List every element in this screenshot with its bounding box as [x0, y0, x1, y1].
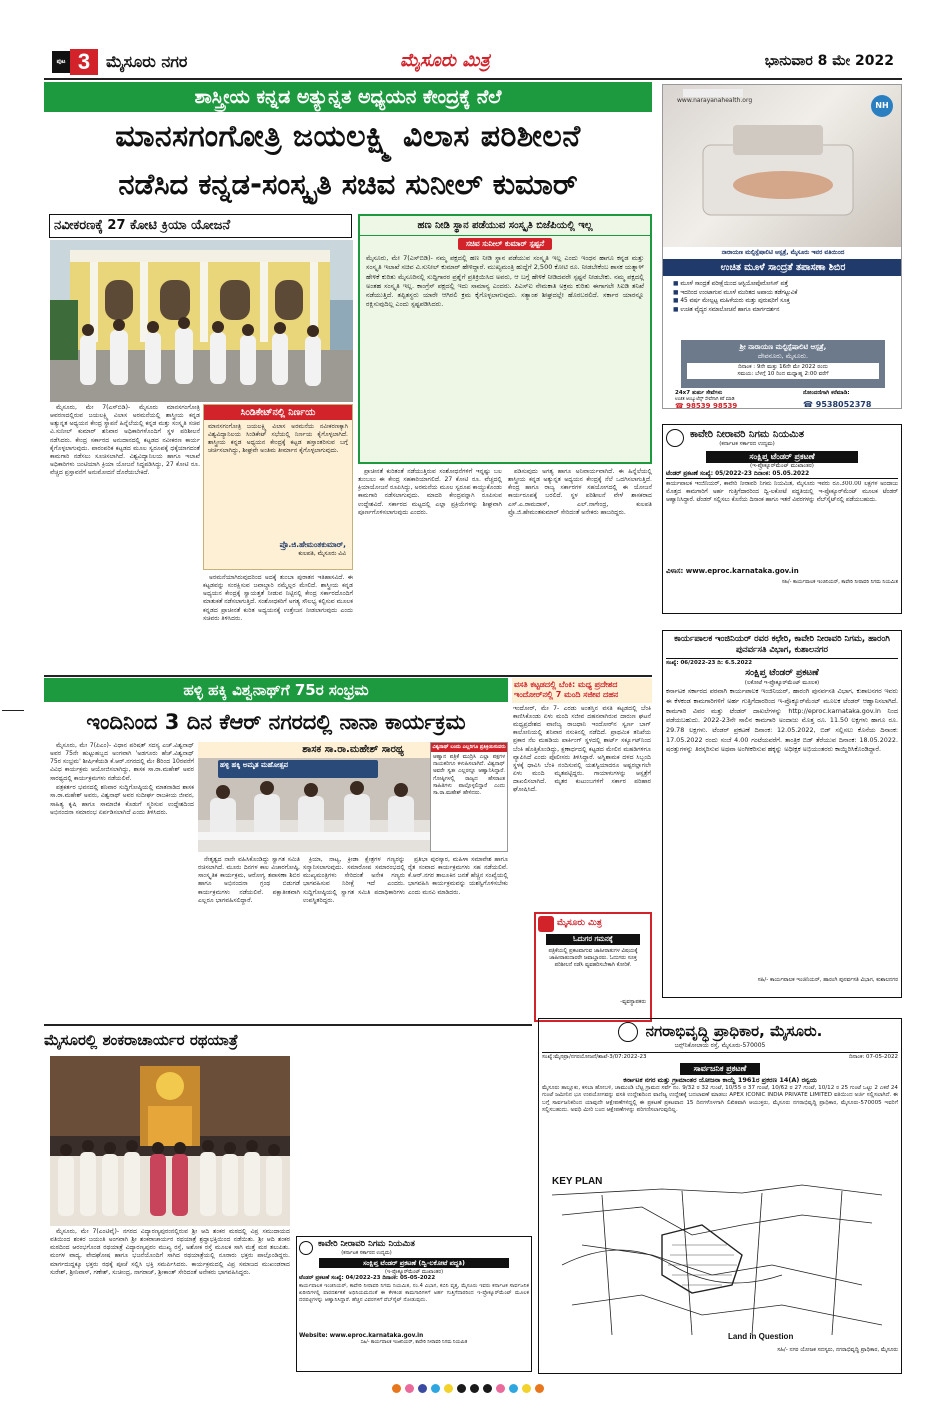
hallihakki-col4: ಪ್ರತಿಭಾ ಪುರಸ್ಕಾರ, ಮಹಿಳಾ ಸಮಾವೇಶ ಹಾಗೂ ರೈತ ಸಂವಾದ ಕಾರ್ಯಕ್ರಮಗಳು ಸಹ ನಡೆಯಲಿವೆ. ಕೆ.ಆರ್.ನಗರ ತಾಲೂಕಿನ ಜನತೆ ಹೆಚ್ಚಿನ ಸಂಖ್ಯೆಯಲ್ಲಿ ಭಾಗವಹಿಸಿ ಕಾರ್ಯಕ್ರಮವನ್ನು ಯಶಸ್ವಿಗೊಳಿಸಬೇಕು ಎಂದು ಮನವಿ ಮಾಡಿದರು. [408, 856, 508, 896]
section-divider [44, 675, 652, 677]
masthead-logo: ಮೈಸೂರು ಮಿತ್ರ [400, 50, 490, 71]
muda-key-plan: KEY PLAN Land in Question [542, 1175, 898, 1347]
bjp-box-byline: ಸಚಿವ ಸುನೀಲ್ ಕುಮಾರ್ ಸ್ಪಷ್ಟನೆ [458, 238, 552, 250]
lead-body-col4: ಪಡಿಸುವುದು ಅಗತ್ಯ ಹಾಗೂ ಅನಿವಾರ್ಯವಾಗಿದೆ. ಈ ಹಿನ್ನೆಲೆಯಲ್ಲಿ ಶಾಸ್ತ್ರೀಯ ಕನ್ನಡ ಅತ್ಯುನ್ನತ ಅಧ್ಯಯನ ಕೇಂದ್ರಕ್ಕೆ ನೆಲೆ ಒದಗಿಸಲಾಗುತ್ತಿದೆ. ಕೇಂದ್ರ ಹಾಗೂ ರಾಜ್ಯ ಸರ್ಕಾರಗಳ ಸಹಯೋಗದಲ್ಲಿ ಈ ಯೋಜನೆ ಕಾರ್ಯರೂಪಕ್ಕೆ ಬರಲಿದೆ. ಸ್ಥಳ ಪರಿಶೀಲನೆ ವೇಳೆ ಶಾಸಕರಾದ ಎಸ್.ಎ.ರಾಮದಾಸ್, ಎಲ್.ನಾಗೇಂದ್ರ, ಕುಲಪತಿ ಪ್ರೊ.ಜಿ.ಹೇಮಂತಕುಮಾರ್ ಸೇರಿದಂತೆ ಅನೇಕರು ಹಾಜರಿದ್ದರು. [508, 468, 652, 516]
issue-date: ಭಾನುವಾರ 8 ಮೇ 2022 [764, 53, 894, 69]
registration-dot [496, 1384, 505, 1393]
lead-body-col3: ಪ್ರಾಚೀನತೆ ಕುರಿತಂತೆ ನಡೆಯುತ್ತಿರುವ ಸಂಶೋಧನೆಗಳಿಗೆ ಇನ್ನಷ್ಟು ಬಲ ತುಂಬಲು ಈ ಕೇಂದ್ರ ಸಹಕಾರಿಯಾಗಲಿದೆ. 27 ಕೋಟಿ ರೂ. ವೆಚ್ಚದಲ್ಲಿ ಕ್ರಿಯಾಯೋಜನೆ ರೂಪಿಸಿದ್ದು, ಅರಮನೆಯ ಮೂಲ ಸ್ವರೂಪ ಕಾಯ್ದುಕೊಂಡು ಕಾಮಗಾರಿ ನಡೆಸಲಾಗುವುದು. ಮಾದರಿ ಕೇಂದ್ರವನ್ನಾಗಿ ರೂಪಿಸುವ ಉದ್ದೇಶವಿದೆ. ಸರ್ಕಾರದ ಮಟ್ಟದಲ್ಲಿ ಎಲ್ಲಾ ಪ್ರಕ್ರಿಯೆಗಳನ್ನು ಶೀಘ್ರವಾಗಿ ಪೂರ್ಣಗೊಳಿಸಲಾಗುವುದು ಎಂದರು. [358, 468, 502, 516]
indore-fire-box: ವಸತಿ ಕಟ್ಟಡದಲ್ಲಿ ಬೆಂಕಿ: ಮಧ್ಯ ಪ್ರದೇಶದ ಇಂದೋರ್‌ನಲ್ಲಿ 7 ಮಂದಿ ಸಜೀವ ದಹನ ಇಂದೋರ್, ಮೇ 7- ಎರಡು ಅಂತಸ್ತಿನ ವಸತಿ ಕಟ್ಟಡದಲ್ಲಿ ಬೆಂಕಿ ಕಾಣಿಸಿಕೊಂಡು ಏಳು ಮಂದಿ ಸಜೀವ ದಹನವಾಗಿರುವ ದಾರುಣ ಘಟನೆ ಮಧ್ಯಪ್ರದೇಶದ ವಾಣಿಜ್ಯ ರಾಜಧಾನಿ ಇಂದೋರ್‌ನ ಸ್ವರ್ಣ ಬಾಗ್ ಕಾಲೋನಿಯಲ್ಲಿ ಶನಿವಾರ ನಸುಕಿನಲ್ಲಿ ನಡೆದಿದೆ. ಪ್ರಾಥಮಿಕ ತನಿಖೆಯ ಪ್ರಕಾರ ನೆಲ ಮಹಡಿಯ ಪಾರ್ಕಿಂಗ್ ಸ್ಥಳದಲ್ಲಿ ಶಾರ್ಟ್ ಸರ್ಕ್ಯೂಟ್‌ನಿಂದ ಬೆಂಕಿ ಹೊತ್ತಿಕೊಂಡಿದ್ದು, ಕ್ಷಣಾರ್ಧದಲ್ಲಿ ಕಟ್ಟಡದ ಮೇಲಿನ ಮಹಡಿಗಳಿಗೂ ವ್ಯಾಪಿಸಿದೆ ಎಂದು ಪೊಲೀಸರು ತಿಳಿಸಿದ್ದಾರೆ. ಅಗ್ನಿಶಾಮಕ ದಳದ ಸಿಬ್ಬಂದಿ ಸ್ಥಳಕ್ಕೆ ಧಾವಿಸಿ ಬೆಂಕಿ ನಂದಿಸುವಲ್ಲಿ ಯಶಸ್ವಿಯಾದರೂ ಅಷ್ಟರಲ್ಲಾಗಲೇ ಏಳು ಮಂದಿ ಮೃತಪಟ್ಟಿದ್ದರು. ಗಾಯಾಳುಗಳನ್ನು ಆಸ್ಪತ್ರೆಗೆ ದಾಖಲಿಸಲಾಗಿದೆ. ಮೃತರ ಕುಟುಂಬಗಳಿಗೆ ಸರ್ಕಾರ ಪರಿಹಾರ ಘೋಷಿಸಿದೆ. [513, 680, 651, 794]
readers-notice-ad: ಮೈಸೂರು ಮಿತ್ರ ಓದುಗರ ಗಮನಕ್ಕೆ ಪತ್ರಿಕೆಯಲ್ಲಿ ಪ್ರಕಟವಾಗುವ ಜಾಹೀರಾತುಗಳ ವಿಷಯಕ್ಕೆ ಜಾಹೀರಾತುದಾರರೇ ಜವಾಬ್ದಾರರು. ಓದುಗರು ಸೂಕ್ತ ಪರಿಶೀಲನೆ ನಡೆಸಿ ವ್ಯವಹರಿಸಬೇಕಾಗಿ ಕೋರಿಕೆ. -ವ್ಯವಸ್ಥಾಪಕರು [534, 912, 652, 1022]
registration-dot [457, 1384, 466, 1393]
registration-dot [509, 1384, 518, 1393]
hallihakki-kicker-band: ಹಳ್ಳಿ ಹಕ್ಕಿ ವಿಶ್ವನಾಥ್‌ಗೆ 75ರ ಸಂಭ್ರಮ [44, 678, 508, 702]
hallihakki-photo-caption: ಶಾಸಕ ಸಾ.ರಾ.ಮಹೇಶ್ ಸಾರಥ್ಯ [198, 742, 508, 758]
shankara-headline: ಮೈಸೂರಲ್ಲಿ ಶಂಕರಾಚಾರ್ಯರ ರಥಯಾತ್ರೆ [44, 1031, 239, 1049]
registration-dot [522, 1384, 531, 1393]
registration-marks [270, 1384, 670, 1400]
hospital-bullets: ■ ಮೂಳೆ ಸಾಂದ್ರತೆ ಪರೀಕ್ಷೆಯಿಂದ ಆಸ್ಟಿಯೋಪೊರೋಸಿಸ್ ಪತ್ತೆ ■ ಇದರಿಂದ ಉಂಟಾಗುವ ಮೂಳೆ ಮುರಿತದ ಅಪಾಯ ತಡೆಗಟ್ಟುವಿಕೆ ■ 45 ವರ್ಷ ಮೇಲ್ಪಟ್ಟ ಮಹಿಳೆಯರು ಮತ್ತು ಪುರುಷರಿಗೆ ಸೂಕ್ತ ■ ಉಚಿತ ವೈದ್ಯರ ಸಮಾಲೋಚನೆ ಹಾಗೂ ಮಾರ್ಗದರ್ಶನ [673, 281, 798, 314]
lead-kicker-band [44, 82, 652, 112]
registration-dot [405, 1384, 414, 1393]
syndicate-sign: ಪ್ರೊ.ಜಿ.ಹೇಮಂತಕುಮಾರ್, [279, 540, 346, 549]
harangi-tender: ಕಾರ್ಯಪಾಲಕ ಇಂಜಿನಿಯರ್ ರವರ ಕಛೇರಿ, ಕಾವೇರಿ ನೀರಾವರಿ ನಿಗಮ, ಹಾರಂಗಿ ಪುನರ್ವಸತಿ ವಿಭಾಗ, ಕುಶಾಲನಗರ ಸಂಖ್ಯೆ: 06/2022-23 ದಿ: 6.5.2022 ಸಂಕ್ಷಿಪ್ತ ಟೆಂಡರ್ ಪ್ರಕಟಣೆ (ಲಕೋಟೆ ಇ-ಪ್ರೊಕ್ಯೂರ್‌ಮೆಂಟ್ ಮೂಲಕ) ಕರ್ನಾಟಕ ಸರ್ಕಾರದ ಪರವಾಗಿ ಕಾರ್ಯಪಾಲಕ ಇಂಜಿನಿಯರ್, ಹಾರಂಗಿ ಪುನರ್ವಸತಿ ವಿಭಾಗ, ಕುಶಾಲನಗರ ಇವರು ಈ ಕೆಳಕಂಡ ಕಾಮಗಾರಿಗಳಿಗೆ ಅರ್ಹ ಗುತ್ತಿಗೆದಾರರಿಂದ ಇ-ಪ್ರೊಕ್ಯೂರ್‌ಮೆಂಟ್ ಮೂಲಕ ಟೆಂಡರ್ ಆಹ್ವಾನಿಸಲಾಗಿದೆ. ಕಾಮಗಾರಿ ವಿವರ ಮತ್ತು ಟೆಂಡರ್ ದಾಖಲೆಗಳನ್ನು http://eproc.karnataka.gov.in ನಿಂದ ಪಡೆಯಬಹುದು. 2022-23ನೇ ಸಾಲಿನ ಕಾಮಗಾರಿ ಅಂದಾಜು ಮೊತ್ತ ರೂ. 11.50 ಲಕ್ಷಗಳು ಹಾಗೂ ರೂ. 29.78 ಲಕ್ಷಗಳು. ಟೆಂಡರ್ ಪ್ರಕಟಣೆ ದಿನಾಂಕ: 12.05.2022, ಬಿಡ್ ಸಲ್ಲಿಸಲು ಕೊನೆಯ ದಿನಾಂಕ: 17.05.2022 ರಂದು ಸಂಜೆ 4.00 ಗಂಟೆಯವರೆಗೆ. ತಾಂತ್ರಿಕ ಬಿಡ್ ತೆರೆಯುವ ದಿನಾಂಕ: 18.05.2022. ಷರತ್ತುಗಳನ್ನು ತಿರಸ್ಕರಿಸುವ ಅಥವಾ ಅಂಗೀಕರಿಸುವ ಹಕ್ಕನ್ನು ಅಧೀಕ್ಷಕ ಅಭಿಯಂತರರು ಕಾಯ್ದಿರಿಸಿಕೊಂಡಿದ್ದಾರೆ. ಸಹಿ/- ಕಾರ್ಯಪಾಲಕ ಇಂಜಿನಿಯರ್, ಹಾರಂಗಿ ಪುನರ್ವಸತಿ ವಿಭಾಗ, ಕುಶಾಲನಗರ [662, 630, 902, 998]
section-name: ಮೈಸೂರು ನಗರ [106, 52, 188, 71]
registration-dot [392, 1384, 401, 1393]
registration-dot [535, 1384, 544, 1393]
shankara-body: ಮೈಸೂರು, ಮೇ 7(ಎಂಟಿವೈ)- ನಗರದ ವಿದ್ಯಾರಣ್ಯಪುರಂನಲ್ಲಿರುವ ಶ್ರೀ ಆದಿ ಶಂಕರ ಮಠದಲ್ಲಿ ವಿಪ್ರ ಸಮುದಾಯದ ವತಿಯಿಂದ ಶಂಕರ ಜಯಂತಿ ಅಂಗವಾಗಿ ಶ್ರೀ ಶಂಕರಾಚಾರ್ಯರ ರಥಯಾತ್ರೆ ಶ್ರದ್ಧಾಭಕ್ತಿಯಿಂದ ನಡೆಯಿತು. ಶ್ರೀ ಆದಿ ಶಂಕರ ಮಠದಿಂದ ಆರಂಭಗೊಂಡ ರಥಯಾತ್ರೆ ವಿದ್ಯಾರಣ್ಯಪುರಂ ಮುಖ್ಯ ರಸ್ತೆ, ಅಶೋಕ ರಸ್ತೆ ಮೂಲಕ ಸಾಗಿ ಮತ್ತೆ ಮಠ ತಲುಪಿತು. ಮಂಗಳ ವಾದ್ಯ, ವೇದಘೋಷ ಹಾಗೂ ಭಜನೆಯೊಂದಿಗೆ ಸಾಗಿದ ರಥಯಾತ್ರೆಯಲ್ಲಿ ನೂರಾರು ಭಕ್ತರು ಪಾಲ್ಗೊಂಡಿದ್ದರು. ಮಾರ್ಗದುದ್ದಕ್ಕೂ ಭಕ್ತರು ರಥಕ್ಕೆ ಪೂಜೆ ಸಲ್ಲಿಸಿ ಭಕ್ತಿ ಸಮರ್ಪಿಸಿದರು. ಕಾರ್ಯಕ್ರಮದಲ್ಲಿ ವಿಪ್ರ ಸಮಾಜದ ಮುಖಂಡರಾದ ಸುರೇಶ್, ಶ್ರೀನಿವಾಸ್, ಗಣೇಶ್, ಸುಚೀಂದ್ರ, ನಾಗರಾಜ್, ಶ್ರೀಕಾಂತ್ ಸೇರಿದಂತೆ ಅನೇಕರು ಭಾಗವಹಿಸಿದ್ದರು. [50, 1228, 290, 1276]
lead-body-col1: ಮೈಸೂರು, ಮೇ 7(ಎಸ್‌ಬಿಡಿ)- ಮೈಸೂರು ಮಾನಸಗಂಗೋತ್ರಿ ಆವರಣದಲ್ಲಿರುವ ಜಯಲಕ್ಷ್ಮಿ ವಿಲಾಸ ಅರಮನೆಯಲ್ಲಿ ಶಾಸ್ತ್ರೀಯ ಕನ್ನಡ ಅತ್ಯುನ್ನತ ಅಧ್ಯಯನ ಕೇಂದ್ರ ಸ್ಥಾಪನೆ ಹಿನ್ನೆಲೆಯಲ್ಲಿ ಕನ್ನಡ ಮತ್ತು ಸಂಸ್ಕೃತಿ ಸಚಿವ ವಿ.ಸುನೀಲ್ ಕುಮಾರ್ ಶನಿವಾರ ಅಧಿಕಾರಿಗಳೊಂದಿಗೆ ಸ್ಥಳ ಪರಿಶೀಲನೆ ನಡೆಸಿದರು. ಕೇಂದ್ರ ಸರ್ಕಾರದ ಅನುದಾನದಲ್ಲಿ ಕಟ್ಟಡದ ನವೀಕರಣ ಕಾರ್ಯ ಕೈಗೊಳ್ಳಲಾಗುವುದು. ಪಾರಂಪರಿಕ ಕಟ್ಟಡದ ಮೂಲ ಸ್ವರೂಪಕ್ಕೆ ಧಕ್ಕೆಯಾಗದಂತೆ ಕಾಮಗಾರಿ ನಡೆಸಲು ಸೂಚಿಸಲಾಗಿದೆ. ವಿಶ್ವವಿದ್ಯಾನಿಲಯ ಹಾಗೂ ಇಲಾಖೆ ಅಧಿಕಾರಿಗಳು ಜಂಟಿಯಾಗಿ ಕ್ರಿಯಾ ಯೋಜನೆ ಸಿದ್ಧಪಡಿಸಿದ್ದು, 27 ಕೋಟಿ ರೂ. ವೆಚ್ಚದ ಪ್ರಸ್ತಾವನೆಗೆ ಅನುಮೋದನೆ ದೊರೆಯಬೇಕಿದೆ. [50, 404, 200, 477]
cauvery-small-website[interactable]: Website: www.eproc.karnataka.gov.in [299, 1332, 424, 1339]
bjp-box: ಹಣ ನೀಡಿ ಸ್ಥಾನ ಪಡೆಯುವ ಸಂಸ್ಕೃತಿ ಬಿಜೆಪಿಯಲ್ಲಿ ಇಲ್ಲ ಸಚಿವ ಸುನೀಲ್ ಕುಮಾರ್ ಸ್ಪಷ್ಟನೆ ಮೈಸೂರು, ಮೇ 7(ಎಸ್‌ಬಿಡಿ)- ನಮ್ಮ ಪಕ್ಷದಲ್ಲಿ ಹಣ ನೀಡಿ ಸ್ಥಾನ ಪಡೆಯುವ ಸಂಸ್ಕೃತಿ ಇಲ್ಲ ಎಂದು ಇಂಧನ ಹಾಗೂ ಕನ್ನಡ ಮತ್ತು ಸಂಸ್ಕೃತಿ ಇಲಾಖೆ ಸಚಿವ ವಿ.ಸುನೀಲ್ ಕುಮಾರ್ ಹೇಳಿದ್ದಾರೆ. ಮುಖ್ಯಮಂತ್ರಿ ಹುದ್ದೆಗೆ 2,500 ಕೋಟಿ ರೂ. ನೀಡಬೇಕೆಂಬ ಶಾಸಕ ಯತ್ನಾಳ್ ಹೇಳಿಕೆ ಕುರಿತು ಮೈಸೂರಿನಲ್ಲಿ ಸುದ್ದಿಗಾರರ ಪ್ರಶ್ನೆಗೆ ಪ್ರತಿಕ್ರಿಯಿಸಿದ ಅವರು, ಆ ಬಗ್ಗೆ ಹೇಳಿಕೆ ನೀಡಿದವರೇ ಸ್ಪಷ್ಟನೆ ನೀಡಬೇಕು. ನಮ್ಮ ಪಕ್ಷದಲ್ಲಿ ಅಂತಹ ಸಂಸ್ಕೃತಿ ಇಲ್ಲ. ಕಾಂಗ್ರೆಸ್ ಪಕ್ಷದಲ್ಲಿ ಇದು ಸಾಮಾನ್ಯ ಎಂದರು. ಪಿಎಸ್‌ಐ ನೇಮಕಾತಿ ಅಕ್ರಮ ಕುರಿತು ಈಗಾಗಲೇ ಸಿಐಡಿ ತನಿಖೆ ನಡೆಯುತ್ತಿದೆ. ತಪ್ಪಿತಸ್ಥರು ಯಾರೇ ಆಗಿರಲಿ ಕ್ರಮ ಕೈಗೊಳ್ಳಲಾಗುವುದು. ಸತ್ಯಾಂಶ ಶೀಘ್ರದಲ್ಲೇ ಹೊರಬರಲಿದೆ. ಸರ್ಕಾರ ಯಾರನ್ನೂ ರಕ್ಷಿಸುವುದಿಲ್ಲ ಎಂದು ಸ್ಪಷ್ಟಪಡಿಸಿದರು. [358, 214, 652, 464]
bjp-box-title: ಹಣ ನೀಡಿ ಸ್ಥಾನ ಪಡೆಯುವ ಸಂಸ್ಕೃತಿ ಬಿಜೆಪಿಯಲ್ಲಿ ಇಲ್ಲ [360, 216, 650, 236]
cauvery-tender-right: ಕಾವೇರಿ ನೀರಾವರಿ ನಿಗಮ ನಿಯಮಿತ (ಕರ್ನಾಟಕ ಸರ್ಕಾರದ ಉದ್ಯಮ) ಸಂಕ್ಷಿಪ್ತ ಟೆಂಡರ್ ಪ್ರಕಟಣೆ (ಇ-ಪ್ರೊಕ್ಯೂರ್‌ಮೆಂಟ್ ಮುಖಾಂತರ) ಟೆಂಡರ್ ಪ್ರಕಟಣೆ ಸಂಖ್ಯೆ: 05/2022-23 ದಿನಾಂಕ: 05.05.2022 ಕಾರ್ಯಪಾಲಕ ಇಂಜಿನಿಯರ್, ಕಾವೇರಿ ನೀರಾವರಿ ನಿಗಮ ನಿಯಮಿತ, ಮೈಸೂರು ಇವರು ರೂ.300.00 ಲಕ್ಷಗಳ ಅಂದಾಜು ಮೊತ್ತದ ಕಾಮಗಾರಿಗೆ ಅರ್ಹ ಗುತ್ತಿಗೆದಾರರಿಂದ ದ್ವಿ-ಲಕೋಟೆ ಪದ್ಧತಿಯಲ್ಲಿ ಇ-ಪ್ರೊಕ್ಯೂರ್‌ಮೆಂಟ್ ಮೂಲಕ ಟೆಂಡರ್ ಆಹ್ವಾನಿಸಿದ್ದಾರೆ. ಟೆಂಡರ್ ಸಲ್ಲಿಸಲು ಕೊನೆಯ ದಿನಾಂಕ ಹಾಗೂ ಇತರೆ ವಿವರಗಳನ್ನು ವೆಬ್‌ಸೈಟ್‌ನಲ್ಲಿ ಪಡೆಯಬಹುದು. ವಿಳಾಸ: www.eproc.karnataka.gov.in ಸಹಿ/- ಕಾರ್ಯಪಾಲಕ ಇಂಜಿನಿಯರ್, ಕಾವೇರಿ ನೀರಾವರಿ ನಿಗಮ ನಿಯಮಿತ [662, 424, 902, 614]
muda-notice: ನಗರಾಭಿವೃದ್ಧಿ ಪ್ರಾಧಿಕಾರ, ಮೈಸೂರು. ಜನ್ಸ್‌ನಿಕೋಲಾಯ ರಸ್ತೆ, ಮೈಸೂರು-570005 ಸಂಖ್ಯೆ:ಮೈನಪ್ರಾ/ನಗರಯೋಜನೆ/ಶಾಖೆ-3/07:2022-23 ದಿನಾಂಕ: 07-05-2022 ಸಾರ್ವಜನಿಕ ಪ್ರಕಟಣೆ ಕರ್ನಾಟಕ ನಗರ ಮತ್ತು ಗ್ರಾಮಾಂತರ ಯೋಜನಾ ಕಾಯ್ದೆ 1961ರ ಪ್ರಕರಣ 14(A) ರನ್ವಯ ಮೈಸೂರು ತಾಲ್ಲೂಕು, ಕಸಬಾ ಹೋಬಳಿ, ಚಾಮುಂಡಿ ಬೆಟ್ಟ ಗ್ರಾಮದ ಸರ್ವೆ ನಂ. 9/32 ರ 32 ಗುಂಟೆ, 10/55 ರ 37 ಗುಂಟೆ, 10/62 ರ 27 ಗುಂಟೆ, 10/12 ರ 25 ಗುಂಟೆ ಒಟ್ಟು 2 ಎಕರೆ 24 ಗುಂಟೆ ಜಮೀನಿನ ಭೂ ಉಪಯೋಗವನ್ನು ವಸತಿ ಉದ್ದೇಶದಿಂದ ವಾಣಿಜ್ಯ ಉದ್ದೇಶಕ್ಕೆ ಬದಲಾವಣೆ ಮಾಡಲು APEX ICONIC INDIA PRIVATE LIMITED ವತಿಯಿಂದ ಅರ್ಜಿ ಸಲ್ಲಿಸಲಾಗಿದೆ. ಈ ಬಗ್ಗೆ ಸಾರ್ವಜನಿಕರಿಂದ ಯಾವುದೇ ಆಕ್ಷೇಪಣೆಗಳಿದ್ದಲ್ಲಿ ಈ ಪ್ರಕಟಣೆ ಪ್ರಕಟವಾದ 15 ದಿನಗಳೊಳಗಾಗಿ ಲಿಖಿತವಾಗಿ ಆಯುಕ್ತರು, ಮೈಸೂರು ನಗರಾಭಿವೃದ್ಧಿ ಪ್ರಾಧಿಕಾರ, ಮೈಸೂರು-570005 ಇವರಿಗೆ ಸಲ್ಲಿಸಬಹುದು. ಅವಧಿ ಮೀರಿ ಬಂದ ಆಕ್ಷೇಪಣೆಗಳನ್ನು ಪರಿಗಣಿಸಲಾಗುವುದಿಲ್ಲ. KEY PLAN Land in Question ಸಹಿ/- ನಗರ ಯೋಜಕ ಸದಸ್ಯರು, ನಗರಾಭಿವೃದ್ಧಿ ಪ್ರಾಧಿಕಾರ, ಮೈಸೂರು [538, 1018, 902, 1374]
header-rule [44, 78, 902, 80]
hallihakki-photo: ಹಳ್ಳಿ ಹಕ್ಕಿ ಅಮೃತ ಮಹೋತ್ಸವ [198, 758, 508, 852]
cauvery-right-website[interactable]: ವಿಳಾಸ: www.eproc.karnataka.gov.in [666, 567, 799, 576]
hospital-tagline: ನಾರಾಯಣ ಮಲ್ಟಿಸ್ಪೆಷಾಲಿಟಿ ಆಸ್ಪತ್ರೆ, ಮೈಸೂರು ಇವರ ವತಿಯಿಂದ [721, 249, 845, 256]
shankara-photo [50, 1056, 290, 1226]
lead-subhead: ನವೀಕರಣಕ್ಕೆ 27 ಕೋಟಿ ಕ್ರಿಯಾ ಯೋಜನೆ [49, 214, 352, 238]
lead-photo [50, 240, 353, 402]
lead-kicker: ಶಾಸ್ತ್ರೀಯ ಕನ್ನಡ ಅತ್ಯುನ್ನತ ಅಧ್ಯಯನ ಕೇಂದ್ರಕ್ಕೆ ನೆಲೆ [194, 86, 502, 108]
cauvery-tender-small: ಕಾವೇರಿ ನೀರಾವರಿ ನಿಗಮ ನಿಯಮಿತ (ಕರ್ನಾಟಕ ಸರ್ಕಾರದ ಉದ್ಯಮ) ಸಂಕ್ಷಿಪ್ತ ಟೆಂಡರ್ ಪ್ರಕಟಣೆ (ದ್ವಿ-ಲಕೋಟೆ ಪದ್ಧತಿ) (ಇ-ಪ್ರೊಕ್ಯೂರ್‌ಮೆಂಟ್ ಮುಖಾಂತರ) ಟೆಂಡರ್ ಪ್ರಕಟಣೆ ಸಂಖ್ಯೆ: 04/2022-23 ದಿನಾಂಕ: 05-05-2022 ಕಾರ್ಯಪಾಲಕ ಇಂಜಿನಿಯರ್, ಕಾವೇರಿ ನೀರಾವರಿ ನಿಗಮ ನಿಯಮಿತ, ನಂ.4 ವಿಭಾಗ, ಕಬಿನಿ ವೃತ್ತ, ಮೈಸೂರು ಇವರು ಕರ್ನಾಟಕ ಸಾರ್ವಜನಿಕ ಖರೀದಿಗಳಲ್ಲಿ ಪಾರದರ್ಶಕತೆ ಅಧಿನಿಯಮದಂತೆ ಈ ಕೆಳಕಂಡ ಕಾಮಗಾರಿಗಳಿಗೆ ಅರ್ಹ ಗುತ್ತಿಗೆದಾರರಿಂದ ಇ-ಪ್ರೊಕ್ಯೂರ್‌ಮೆಂಟ್ ಮೂಲಕ ದರಪಟ್ಟಿಗಳನ್ನು ಆಹ್ವಾನಿಸಿದ್ದಾರೆ. ಹೆಚ್ಚಿನ ವಿವರಗಳಿಗೆ ವೆಬ್‌ಸೈಟ್ ನೋಡುವುದು. Website: www.eproc.karnataka.gov.in ಸಹಿ/- ಕಾರ್ಯಪಾಲಕ ಇಂಜಿನಿಯರ್, ಕಾವೇರಿ ನೀರಾವರಿ ನಿಗಮ ನಿಯಮಿತ [296, 1236, 532, 1372]
hospital-ad [662, 84, 902, 409]
nh-logo: NH [871, 95, 893, 117]
cauvery-emblem-icon [666, 429, 684, 447]
hospital-ad-photo [663, 85, 902, 247]
registration-dot [483, 1384, 492, 1393]
registration-dot [444, 1384, 453, 1393]
hallihakki-quote-box: ವಿಶ್ವನಾಥ್ ಬಂದು ಎಲ್ಲರಿಗೂ ಪ್ರತಿಕ್ರಿಯಿಸುವರು ಆಹ್ವಾನ ಪತ್ರಿಕೆ ಮುದ್ರಿಸಿ ಎಲ್ಲಾ ಪಕ್ಷಗಳ ನಾಯಕರಿಗೂ ಕಳುಹಿಸಲಾಗಿದೆ. ವಿಶ್ವನಾಥ್ ಅವರೇ ಸ್ವತಃ ಎಲ್ಲರನ್ನೂ ಆಹ್ವಾನಿಸಿದ್ದಾರೆ. ಗೋಷ್ಠಿಗಳಲ್ಲಿ ರಾಜ್ಯದ ಹೆಸರಾಂತ ಸಾಹಿತಿಗಳು ಪಾಲ್ಗೊಳ್ಳಲಿದ್ದಾರೆ ಎಂದು ಸಾ.ರಾ.ಮಹೇಶ್ ಹೇಳಿದರು. [430, 742, 508, 852]
emergency-phone[interactable]: ☎ 98539 98539 [675, 402, 738, 409]
margin-tick [2, 710, 24, 711]
lead-headline: ಮಾನಸಗಂಗೋತ್ರಿ ಜಯಲಕ್ಷ್ಮಿ ವಿಲಾಸ ಪರಿಶೀಲನೆ ನಡೆಸಿದ ಕನ್ನಡ-ಸಂಸ್ಕೃತಿ ಸಚಿವ ಸುನೀಲ್ ಕುಮಾರ್ [115, 119, 581, 201]
registration-dot [470, 1384, 479, 1393]
hospital-camp-title: ಉಚಿತ ಮೂಳೆ ಸಾಂದ್ರತೆ ತಪಾಸಣಾ ಶಿಬಿರ [663, 259, 902, 276]
hallihakki-col2: ನೇತೃತ್ವದ ನಾನೇ ವಹಿಸಿಕೊಂಡಿದ್ದು ಸ್ವಾಗತ ಸಮಿತಿ ರಚಿಸಲಾಗಿದೆ. ಮೂರು ದಿನಗಳ ಕಾಲ ವಿಚಾರಗೋಷ್ಠಿ, ಸಾಂಸ್ಕೃತಿಕ ಕಾರ್ಯಕ್ರಮ, ಆರೋಗ್ಯ ತಪಾಸಣಾ ಶಿಬಿರ ಹಾಗೂ ಅಭಿನಂದನಾ ಗ್ರಂಥ ಬಿಡುಗಡೆ ಕಾರ್ಯಕ್ರಮಗಳು ನಡೆಯಲಿವೆ. ಪಕ್ಷಾತೀತವಾಗಿ ಎಲ್ಲರೂ ಭಾಗವಹಿಸಲಿದ್ದಾರೆ. [198, 856, 300, 904]
hallihakki-col1: ಮೈಸೂರು, ಮೇ 7(ಪಿಎಂ)- ವಿಧಾನ ಪರಿಷತ್ ಸದಸ್ಯ ಎಚ್.ವಿಶ್ವನಾಥ್ ಅವರ 75ನೇ ಹುಟ್ಟುಹಬ್ಬದ ಅಂಗವಾಗಿ 'ಅಡಗೂರು ಹೆಚ್.ವಿಶ್ವನಾಥ್ 75ರ ಸಂಭ್ರಮ' ಶೀರ್ಷಿಕೆಯಡಿ ಕೆ.ಆರ್.ನಗರದಲ್ಲಿ ಮೇ 8ರಿಂದ 10ರವರೆಗೆ ವಿವಿಧ ಕಾರ್ಯಕ್ರಮ ಆಯೋಜಿಸಲಾಗಿದ್ದು, ಶಾಸಕ ಸಾ.ರಾ.ಮಹೇಶ್ ಅವರ ಸಾರಥ್ಯದಲ್ಲಿ ಕಾರ್ಯಕ್ರಮಗಳು ನಡೆಯಲಿವೆ. ಪತ್ರಕರ್ತರ ಭವನದಲ್ಲಿ ಶನಿವಾರ ಸುದ್ದಿಗೋಷ್ಠಿಯಲ್ಲಿ ಮಾತನಾಡಿದ ಶಾಸಕ ಸಾ.ರಾ.ಮಹೇಶ್ ಅವರು, ವಿಶ್ವನಾಥ್ ಅವರ ಸುದೀರ್ಘ ರಾಜಕೀಯ ಜೀವನ, ಸಾಹಿತ್ಯ ಕೃಷಿ ಹಾಗೂ ಸಾಮಾಜಿಕ ಕೊಡುಗೆ ಸ್ಮರಿಸುವ ಉದ್ದೇಶದಿಂದ ಅಭಿನಂದನಾ ಸಮಾರಂಭ ಏರ್ಪಡಿಸಲಾಗಿದೆ ಎಂದು ತಿಳಿಸಿದರು. [50, 742, 194, 816]
registration-dot [418, 1384, 427, 1393]
hospital-address-block: ಶ್ರೀ ನಾರಾಯಣ ಮಲ್ಟಿಸ್ಪೆಷಾಲಿಟಿ ಆಸ್ಪತ್ರೆ, ದೇವನೂರು, ಮೈಸೂರು. ದಿನಾಂಕ : 9ನೇ ಮತ್ತು 16ನೇ ಮೇ 2022 ರಂದು ಸಮಯ: ಬೆಳಗ್ಗೆ 10 ರಿಂದ ಮಧ್ಯಾಹ್ನ 2:00 ವರೆಗೆ [681, 340, 885, 388]
masthead-seal-icon [538, 916, 554, 932]
hospital-contact: 24x7 ತುರ್ತು ಸೇವೆಗಳು ಉಚಿತ ಆಂಬ್ಯುಲೆನ್ಸ್ ಸೇವೆಗಾಗಿ ಕರೆ ಮಾಡಿ ☎ 98539 98539 ನೋಂದಣಿಗಾಗಿ ಕರೆಮಾಡಿ: ☎ 9538052378 [663, 389, 902, 409]
hallihakki-headline: ಇಂದಿನಿಂದ 3 ದಿನ ಕೆಆರ್ ನಗರದಲ್ಲಿ ನಾನಾ ಕಾರ್ಯಕ್ರಮ [86, 710, 466, 734]
appointment-phone[interactable]: ☎ 9538052378 [803, 400, 872, 409]
page-number-tab: ಪುಟ [52, 51, 70, 73]
hospital-url[interactable]: www.narayanahealth.org [677, 97, 753, 104]
page-number: 3 [70, 49, 98, 75]
lead-body-col2: ಅರಮನೆಯಾಗಿರುವುದರಿಂದ ಅದಕ್ಕೆ ತುಂಬಾ ಪುರಾತನ ಇತಿಹಾಸವಿದೆ. ಈ ಕಟ್ಟಡವನ್ನು ಸಂರಕ್ಷಿಸುವ ಜವಾಬ್ದಾರಿ ನಮ್ಮೆಲ್ಲರ ಮೇಲಿದೆ. ಶಾಸ್ತ್ರೀಯ ಕನ್ನಡ ಅಧ್ಯಯನ ಕೇಂದ್ರಕ್ಕೆ ಸ್ವಾಯತ್ತತೆ ನೀಡುವ ನಿಟ್ಟಿನಲ್ಲಿ ಕೇಂದ್ರ ಸರ್ಕಾರದೊಂದಿಗೆ ಮಾತುಕತೆ ನಡೆಸಲಾಗುತ್ತಿದೆ. ಸಂಶೋಧಕರಿಗೆ ಅಗತ್ಯ ಸೌಲಭ್ಯ ಕಲ್ಪಿಸುವ ಮೂಲಕ ಕನ್ನಡದ ಪ್ರಾಚೀನತೆ ಕುರಿತ ಅಧ್ಯಯನಕ್ಕೆ ಉತ್ತೇಜನ ನೀಡಲಾಗುವುದು ಎಂದು ಸಚಿವರು ತಿಳಿಸಿದರು. [203, 574, 353, 622]
muda-emblem-icon [618, 1022, 638, 1042]
syndicate-sidebar: ಸಿಂಡಿಕೇಟ್‌ನಲ್ಲಿ ನಿರ್ಣಯ ಮಾನಸಗಂಗೋತ್ರಿ ಜಯಲಕ್ಷ್ಮಿ ವಿಲಾಸ ಅರಮನೆಯ ನವೀಕರಣಕ್ಕಾಗಿ ವಿಶ್ವವಿದ್ಯಾನಿಲಯ ಸಿಂಡಿಕೇಟ್ ಸಭೆಯಲ್ಲಿ ನಿರ್ಣಯ ಕೈಗೊಳ್ಳಲಾಗಿದೆ. ಶಾಸ್ತ್ರೀಯ ಕನ್ನಡ ಅಧ್ಯಯನ ಕೇಂದ್ರಕ್ಕೆ ಕಟ್ಟಡ ಹಸ್ತಾಂತರಿಸುವ ಬಗ್ಗೆ ಚರ್ಚಿಸಲಾಗಿದ್ದು, ಶೀಘ್ರವೇ ಅಂತಿಮ ತೀರ್ಮಾನ ಕೈಗೊಳ್ಳಲಾಗುವುದು. ಪ್ರೊ.ಜಿ.ಹೇಮಂತಕುಮಾರ್, ಕುಲಪತಿ, ಮೈಸೂರು ವಿವಿ [203, 404, 353, 570]
page-header [44, 47, 902, 77]
cauvery-small-emblem-icon [299, 1241, 313, 1255]
hallihakki-col3: ಕ್ರಿಯಾ, ನಾಟ್ಯ, ಕ್ರೀಡಾ ಕ್ಷೇತ್ರಗಳ ಗಣ್ಯರನ್ನು ಸನ್ಮಾನಿಸಲಾಗುವುದು. ಸಮಾರೋಪ ಸಮಾರಂಭದಲ್ಲಿ ಮುಖ್ಯಮಂತ್ರಿಗಳು ಸೇರಿದಂತೆ ಅನೇಕ ಗಣ್ಯರು ಭಾಗವಹಿಸುವ ನಿರೀಕ್ಷೆ ಇದೆ ಎಂದರು. ಸುದ್ದಿಗೋಷ್ಠಿಯಲ್ಲಿ ಸ್ವಾಗತ ಸಮಿತಿ ಪದಾಧಿಕಾರಿಗಳು ಉಪಸ್ಥಿತರಿದ್ದರು. [303, 856, 405, 904]
registration-dot [431, 1384, 440, 1393]
syndicate-title: ಸಿಂಡಿಕೇಟ್‌ನಲ್ಲಿ ನಿರ್ಣಯ [204, 405, 352, 420]
